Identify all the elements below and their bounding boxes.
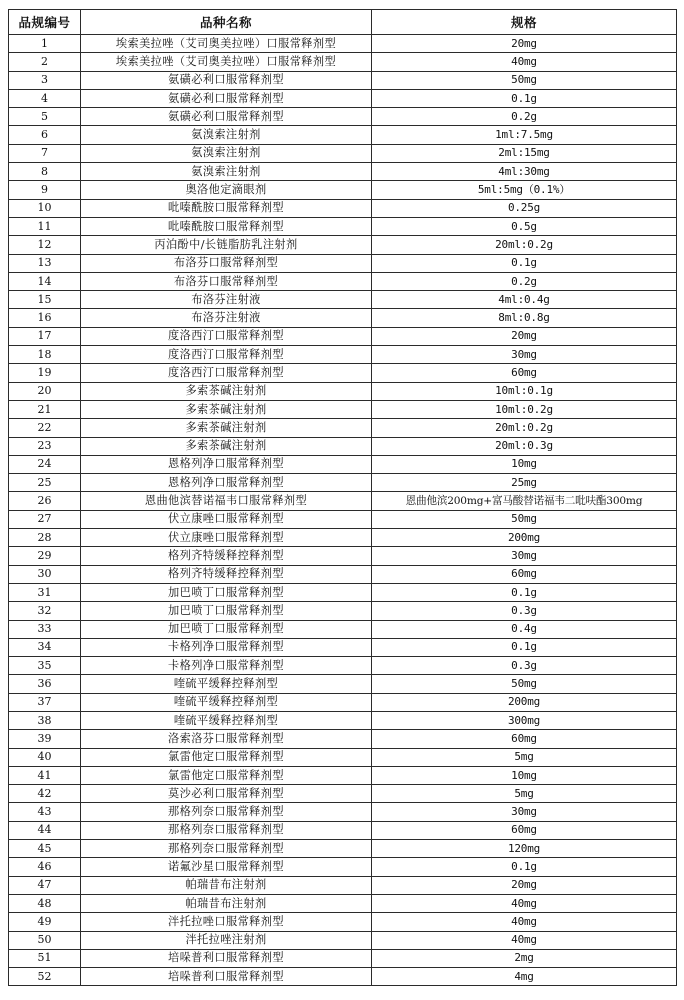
- item-number-cell: 14: [9, 272, 81, 290]
- drug-name-cell: 吡嗪酰胺口服常释剂型: [81, 217, 372, 235]
- drug-name-cell: 多索茶碱注射剂: [81, 437, 372, 455]
- item-number-cell: 42: [9, 785, 81, 803]
- item-number-cell: 36: [9, 675, 81, 693]
- item-number-cell: 37: [9, 693, 81, 711]
- table-row: [9, 71, 677, 89]
- item-number-cell: 38: [9, 711, 81, 729]
- drug-name-cell: 喹硫平缓释控释剂型: [81, 693, 372, 711]
- specification-cell: 0.5g: [372, 217, 677, 235]
- table-row: [9, 858, 677, 876]
- item-number-cell: 49: [9, 913, 81, 931]
- drug-name-cell: 卡格列净口服常释剂型: [81, 638, 372, 656]
- drug-name-cell: 吡嗪酰胺口服常释剂型: [81, 199, 372, 217]
- drug-name-cell: 埃索美拉唑（艾司奥美拉唑）口服常释剂型: [81, 35, 372, 53]
- table-row: [9, 931, 677, 949]
- drug-name-cell: 帕瑞昔布注射剂: [81, 876, 372, 894]
- table-row: [9, 602, 677, 620]
- drug-name-cell: 布洛芬口服常释剂型: [81, 272, 372, 290]
- table-row: [9, 437, 677, 455]
- item-number-cell: 18: [9, 346, 81, 364]
- specification-cell: 50mg: [372, 510, 677, 528]
- item-number-cell: 35: [9, 657, 81, 675]
- drug-spec-table: [8, 9, 677, 986]
- table-row: [9, 711, 677, 729]
- table-row: [9, 181, 677, 199]
- specification-cell: 60mg: [372, 565, 677, 583]
- specification-cell: 200mg: [372, 529, 677, 547]
- specification-cell: 5ml:5mg（0.1%）: [372, 181, 677, 199]
- table-row: [9, 126, 677, 144]
- drug-name-cell: 多索茶碱注射剂: [81, 400, 372, 418]
- table-row: [9, 620, 677, 638]
- specification-cell: 0.25g: [372, 199, 677, 217]
- drug-name-cell: 格列齐特缓释控释剂型: [81, 565, 372, 583]
- table-row: [9, 163, 677, 181]
- item-number-cell: 13: [9, 254, 81, 272]
- specification-cell: 50mg: [372, 675, 677, 693]
- specification-cell: 20ml:0.2g: [372, 419, 677, 437]
- specification-cell: 20ml:0.3g: [372, 437, 677, 455]
- drug-spec-document: [8, 9, 676, 986]
- table-row: [9, 291, 677, 309]
- item-number-cell: 4: [9, 89, 81, 107]
- item-number-cell: 31: [9, 583, 81, 601]
- table-row: [9, 894, 677, 912]
- table-row: [9, 510, 677, 528]
- drug-name-cell: 洛索洛芬口服常释剂型: [81, 730, 372, 748]
- item-number-cell: 33: [9, 620, 81, 638]
- drug-name-cell: 氨溴索注射剂: [81, 163, 372, 181]
- drug-name-cell: 氨磺必利口服常释剂型: [81, 108, 372, 126]
- drug-name-cell: 布洛芬注射液: [81, 309, 372, 327]
- table-row: [9, 583, 677, 601]
- table-row: [9, 108, 677, 126]
- table-row: [9, 730, 677, 748]
- drug-name-cell: 培哚普利口服常释剂型: [81, 949, 372, 967]
- drug-name-cell: 多索茶碱注射剂: [81, 382, 372, 400]
- drug-name-cell: 培哚普利口服常释剂型: [81, 968, 372, 986]
- header-row: [9, 10, 677, 35]
- table-row: [9, 529, 677, 547]
- drug-name-cell: 布洛芬口服常释剂型: [81, 254, 372, 272]
- drug-name-cell: 度洛西汀口服常释剂型: [81, 364, 372, 382]
- item-number-cell: 45: [9, 840, 81, 858]
- specification-cell: 25mg: [372, 474, 677, 492]
- drug-name-cell: 氨磺必利口服常释剂型: [81, 71, 372, 89]
- specification-cell: 20mg: [372, 327, 677, 345]
- table-body: [9, 35, 677, 986]
- table-row: [9, 748, 677, 766]
- table-row: [9, 766, 677, 784]
- drug-name-cell: 奥洛他定滴眼剂: [81, 181, 372, 199]
- table-row: [9, 364, 677, 382]
- specification-cell: 0.3g: [372, 657, 677, 675]
- specification-cell: 10mg: [372, 455, 677, 473]
- drug-name-cell: 帕瑞昔布注射剂: [81, 894, 372, 912]
- table-row: [9, 968, 677, 986]
- specification-cell: 20mg: [372, 35, 677, 53]
- drug-name-cell: 伏立康唑口服常释剂型: [81, 529, 372, 547]
- drug-name-cell: 多索茶碱注射剂: [81, 419, 372, 437]
- item-number-cell: 51: [9, 949, 81, 967]
- drug-name-cell: 氨溴索注射剂: [81, 126, 372, 144]
- drug-name-cell: 莫沙必利口服常释剂型: [81, 785, 372, 803]
- table-row: [9, 53, 677, 71]
- specification-cell: 10mg: [372, 766, 677, 784]
- drug-name-cell: 度洛西汀口服常释剂型: [81, 327, 372, 345]
- table-row: [9, 272, 677, 290]
- item-number-cell: 25: [9, 474, 81, 492]
- item-number-cell: 6: [9, 126, 81, 144]
- item-number-cell: 23: [9, 437, 81, 455]
- specification-cell: 40mg: [372, 53, 677, 71]
- table-row: [9, 840, 677, 858]
- specification-cell: 30mg: [372, 547, 677, 565]
- drug-name-cell: 氨磺必利口服常释剂型: [81, 89, 372, 107]
- item-number-cell: 10: [9, 199, 81, 217]
- item-number-cell: 8: [9, 163, 81, 181]
- item-number-cell: 24: [9, 455, 81, 473]
- table-row: [9, 400, 677, 418]
- table-row: [9, 949, 677, 967]
- specification-cell: 0.1g: [372, 858, 677, 876]
- specification-cell: 20mg: [372, 876, 677, 894]
- drug-name-cell: 加巴喷丁口服常释剂型: [81, 583, 372, 601]
- item-number-cell: 28: [9, 529, 81, 547]
- item-number-cell: 34: [9, 638, 81, 656]
- item-number-cell: 16: [9, 309, 81, 327]
- drug-name-cell: 喹硫平缓释控释剂型: [81, 675, 372, 693]
- item-number-cell: 30: [9, 565, 81, 583]
- specification-cell: 10ml:0.2g: [372, 400, 677, 418]
- item-number-cell: 46: [9, 858, 81, 876]
- specification-cell: 1ml:7.5mg: [372, 126, 677, 144]
- item-number-cell: 7: [9, 144, 81, 162]
- specification-cell: 4ml:0.4g: [372, 291, 677, 309]
- table-row: [9, 35, 677, 53]
- specification-cell: 5mg: [372, 748, 677, 766]
- drug-name-cell: 氨溴索注射剂: [81, 144, 372, 162]
- table-row: [9, 547, 677, 565]
- table-row: [9, 803, 677, 821]
- drug-name-cell: 那格列奈口服常释剂型: [81, 803, 372, 821]
- specification-cell: 2ml:15mg: [372, 144, 677, 162]
- header-drug-name: 品种名称: [81, 10, 372, 35]
- specification-cell: 4mg: [372, 968, 677, 986]
- specification-cell: 120mg: [372, 840, 677, 858]
- table-row: [9, 346, 677, 364]
- item-number-cell: 32: [9, 602, 81, 620]
- item-number-cell: 52: [9, 968, 81, 986]
- specification-cell: 0.1g: [372, 254, 677, 272]
- table-row: [9, 236, 677, 254]
- specification-cell: 0.4g: [372, 620, 677, 638]
- specification-cell: 0.1g: [372, 638, 677, 656]
- drug-name-cell: 诺氟沙星口服常释剂型: [81, 858, 372, 876]
- item-number-cell: 47: [9, 876, 81, 894]
- table-row: [9, 565, 677, 583]
- table-row: [9, 254, 677, 272]
- specification-cell: 2mg: [372, 949, 677, 967]
- specification-cell: 30mg: [372, 346, 677, 364]
- specification-cell: 60mg: [372, 364, 677, 382]
- item-number-cell: 39: [9, 730, 81, 748]
- table-row: [9, 419, 677, 437]
- drug-name-cell: 恩曲他滨替诺福韦口服常释剂型: [81, 492, 372, 510]
- specification-cell: 60mg: [372, 730, 677, 748]
- item-number-cell: 29: [9, 547, 81, 565]
- item-number-cell: 44: [9, 821, 81, 839]
- item-number-cell: 50: [9, 931, 81, 949]
- specification-cell: 8ml:0.8g: [372, 309, 677, 327]
- header-specification: 规格: [372, 10, 677, 35]
- item-number-cell: 41: [9, 766, 81, 784]
- item-number-cell: 26: [9, 492, 81, 510]
- table-row: [9, 199, 677, 217]
- item-number-cell: 15: [9, 291, 81, 309]
- table-row: [9, 327, 677, 345]
- drug-name-cell: 加巴喷丁口服常释剂型: [81, 602, 372, 620]
- item-number-cell: 11: [9, 217, 81, 235]
- drug-name-cell: 布洛芬注射液: [81, 291, 372, 309]
- drug-name-cell: 那格列奈口服常释剂型: [81, 840, 372, 858]
- specification-cell: 0.2g: [372, 108, 677, 126]
- table-row: [9, 455, 677, 473]
- table-row: [9, 144, 677, 162]
- specification-cell: 200mg: [372, 693, 677, 711]
- table-row: [9, 693, 677, 711]
- header-item-number: 品规编号: [9, 10, 81, 35]
- specification-cell: 0.3g: [372, 602, 677, 620]
- drug-name-cell: 加巴喷丁口服常释剂型: [81, 620, 372, 638]
- item-number-cell: 5: [9, 108, 81, 126]
- item-number-cell: 20: [9, 382, 81, 400]
- specification-cell: 0.2g: [372, 272, 677, 290]
- specification-cell: 40mg: [372, 931, 677, 949]
- drug-name-cell: 格列齐特缓释控释剂型: [81, 547, 372, 565]
- specification-cell: 300mg: [372, 711, 677, 729]
- table-row: [9, 382, 677, 400]
- specification-cell: 0.1g: [372, 583, 677, 601]
- item-number-cell: 2: [9, 53, 81, 71]
- drug-name-cell: 度洛西汀口服常释剂型: [81, 346, 372, 364]
- specification-cell: 50mg: [372, 71, 677, 89]
- item-number-cell: 12: [9, 236, 81, 254]
- specification-cell: 30mg: [372, 803, 677, 821]
- specification-cell: 4ml:30mg: [372, 163, 677, 181]
- specification-cell: 40mg: [372, 913, 677, 931]
- item-number-cell: 3: [9, 71, 81, 89]
- specification-cell: 60mg: [372, 821, 677, 839]
- table-row: [9, 785, 677, 803]
- drug-name-cell: 那格列奈口服常释剂型: [81, 821, 372, 839]
- table-row: [9, 876, 677, 894]
- specification-cell: 5mg: [372, 785, 677, 803]
- drug-name-cell: 卡格列净口服常释剂型: [81, 657, 372, 675]
- drug-name-cell: 丙泊酚中/长链脂肪乳注射剂: [81, 236, 372, 254]
- table-row: [9, 638, 677, 656]
- item-number-cell: 48: [9, 894, 81, 912]
- specification-cell: 10ml:0.1g: [372, 382, 677, 400]
- drug-name-cell: 喹硫平缓释控释剂型: [81, 711, 372, 729]
- drug-name-cell: 恩格列净口服常释剂型: [81, 455, 372, 473]
- table-row: [9, 675, 677, 693]
- table-row: [9, 89, 677, 107]
- table-row: [9, 821, 677, 839]
- table-row: [9, 657, 677, 675]
- specification-cell: 0.1g: [372, 89, 677, 107]
- item-number-cell: 1: [9, 35, 81, 53]
- specification-cell: 20ml:0.2g: [372, 236, 677, 254]
- specification-cell: 恩曲他滨200mg+富马酸替诺福韦二吡呋酯300mg: [372, 492, 677, 510]
- drug-name-cell: 恩格列净口服常释剂型: [81, 474, 372, 492]
- drug-name-cell: 泮托拉唑注射剂: [81, 931, 372, 949]
- item-number-cell: 43: [9, 803, 81, 821]
- item-number-cell: 9: [9, 181, 81, 199]
- drug-name-cell: 泮托拉唑口服常释剂型: [81, 913, 372, 931]
- item-number-cell: 19: [9, 364, 81, 382]
- table-row: [9, 913, 677, 931]
- drug-name-cell: 氯雷他定口服常释剂型: [81, 748, 372, 766]
- table-row: [9, 492, 677, 510]
- item-number-cell: 21: [9, 400, 81, 418]
- table-row: [9, 217, 677, 235]
- specification-cell: 40mg: [372, 894, 677, 912]
- item-number-cell: 27: [9, 510, 81, 528]
- drug-name-cell: 伏立康唑口服常释剂型: [81, 510, 372, 528]
- item-number-cell: 17: [9, 327, 81, 345]
- table-row: [9, 309, 677, 327]
- item-number-cell: 22: [9, 419, 81, 437]
- drug-name-cell: 埃索美拉唑（艾司奥美拉唑）口服常释剂型: [81, 53, 372, 71]
- table-row: [9, 474, 677, 492]
- drug-name-cell: 氯雷他定口服常释剂型: [81, 766, 372, 784]
- item-number-cell: 40: [9, 748, 81, 766]
